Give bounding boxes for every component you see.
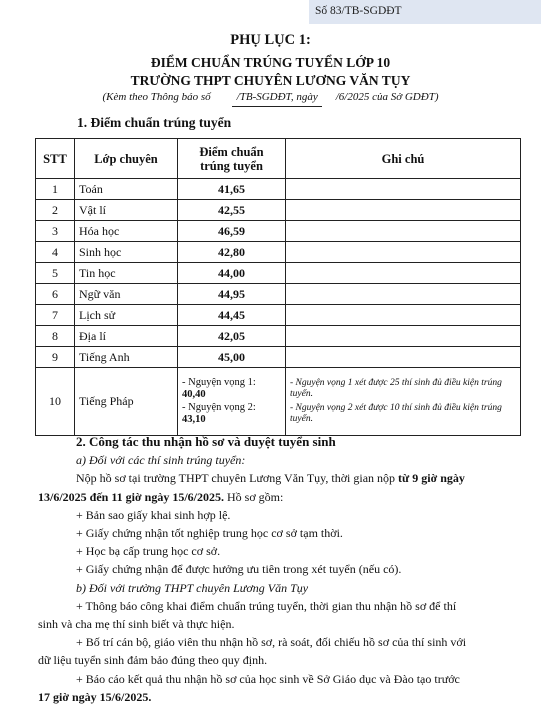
note-option-2: - Nguyện vọng 2 xét được 10 thí sinh đủ điều kiện trúng tuyển. [290,403,502,424]
table-row [36,305,521,326]
row-stt: 5 [36,263,75,284]
row-note [286,347,521,368]
row-class: Tiếng Anh [75,347,178,368]
document-title: ĐIỂM CHUẨN TRÚNG TUYỂN LỚP 10 [150,55,391,70]
row-stt: 2 [36,200,75,221]
row-stt: 8 [36,326,75,347]
row-score: 44,00 [178,263,286,284]
header-score: Điểm chuẩn trúng tuyển [178,139,286,179]
row-stt: 6 [36,284,75,305]
header-note: Ghi chú [286,139,521,179]
row-score: 42,05 [178,326,286,347]
table-row [36,263,521,284]
row-class: Ngữ văn [75,284,178,305]
list-item: + Học bạ cấp trung học cơ sở. [76,544,221,559]
row-class: Lịch sử [75,305,178,326]
note-option-1: - Nguyện vọng 1 xét được 25 thí sinh đủ điều kiện trúng tuyển. [290,378,502,399]
document-subtitle [0,91,541,103]
admission-score-table [35,138,521,436]
paragraph-b1-cont: sinh và cha mẹ thí sinh biết và thực hiện. [38,617,235,632]
row-score: 44,45 [178,305,286,326]
row-class: Tin học [75,263,178,284]
subtitle-part-a: (Kèm theo Thông báo số [102,91,211,103]
table-row [36,221,521,242]
title-underline [232,106,322,107]
row-score-options [178,368,286,436]
row-score: 45,00 [178,347,286,368]
paragraph-submission: Nộp hồ sơ tại trường THPT chuyên Lương Văn Tụy, thời gian nộp từ 9 giờ ngày [76,471,465,486]
row-class: Sinh học [75,242,178,263]
table-row [36,326,521,347]
table-row-french [36,368,521,436]
school-title: TRƯỜNG THPT CHUYÊN LƯƠNG VĂN TỤY [130,73,411,88]
list-item: + Giấy chứng nhận để được hưởng ưu tiên trong xét tuyển (nếu có). [76,562,402,577]
row-score: 44,95 [178,284,286,305]
list-item: + Bản sao giấy khai sinh hợp lệ. [76,507,231,522]
table-row [36,284,521,305]
row-note [286,368,521,436]
paragraph-b3: + Báo cáo kết quả thu nhận hồ sơ của học sinh về Sở Giáo dục và Đào tạo trước [76,671,460,686]
table-row [36,347,521,368]
row-score: 46,59 [178,221,286,242]
row-stt: 4 [36,242,75,263]
appendix-title: PHỤ LỤC 1: [230,32,311,48]
row-note [286,200,521,221]
row-class: Toán [75,179,178,200]
option-1: - Nguyện vọng 1: 40,40 [182,376,256,400]
header-stt: STT [36,139,75,179]
row-note [286,221,521,242]
row-score: 42,80 [178,242,286,263]
row-note [286,179,521,200]
table-row [36,200,521,221]
paragraph-submission-cont: 13/6/2025 đến 11 giờ ngày 15/6/2025. Hồ sơ gồm: [38,489,284,504]
row-stt: 3 [36,221,75,242]
paragraph-b3-cont: 17 giờ ngày 15/6/2025. [38,689,152,704]
row-score: 41,65 [178,179,286,200]
row-score: 42,55 [178,200,286,221]
subtitle-part-b: /TB-SGDĐT, ngày [236,91,318,103]
row-stt: 1 [36,179,75,200]
row-class: Hóa học [75,221,178,242]
row-note [286,263,521,284]
document-number-box [309,0,541,24]
row-stt: 9 [36,347,75,368]
row-class: Vật lí [75,200,178,221]
row-class: Địa lí [75,326,178,347]
paragraph-b2-cont: dữ liệu tuyển sinh đảm bảo đúng theo quy định. [38,653,268,668]
paragraph-b1: + Thông báo công khai điểm chuẩn trúng tuyển, thời gian thu nhận hồ sơ để thí [76,598,457,613]
header-class: Lớp chuyên [75,139,178,179]
option-2: - Nguyện vọng 2: 43,10 [182,401,256,425]
row-note [286,305,521,326]
row-stt: 7 [36,305,75,326]
subsection-b-heading: b) Đối với trường THPT chuyên Lương Văn Tụy [76,580,309,595]
row-note [286,242,521,263]
document-number: Số 83/TB-SGDĐT [315,5,402,17]
row-note [286,284,521,305]
table-header-row [36,139,521,179]
section2 [38,433,508,706]
row-note [286,326,521,347]
table-row [36,242,521,263]
subsection-a-heading: a) Đối với các thí sinh trúng tuyển: [76,453,246,468]
section2-heading: 2. Công tác thu nhận hồ sơ và duyệt tuyển sinh [76,434,336,449]
table-row [36,179,521,200]
list-item: + Giấy chứng nhận tốt nghiệp trung học cơ sở tạm thời. [76,526,343,541]
row-class: Tiếng Pháp [75,368,178,436]
paragraph-b2: + Bố trí cán bộ, giáo viên thu nhận hồ sơ, rà soát, đối chiếu hồ sơ của thí sinh với [76,635,467,650]
section1-heading: 1. Điểm chuẩn trúng tuyển [77,115,232,130]
subtitle-part-c: /6/2025 của Sở GDĐT) [335,91,439,103]
row-stt: 10 [36,368,75,436]
